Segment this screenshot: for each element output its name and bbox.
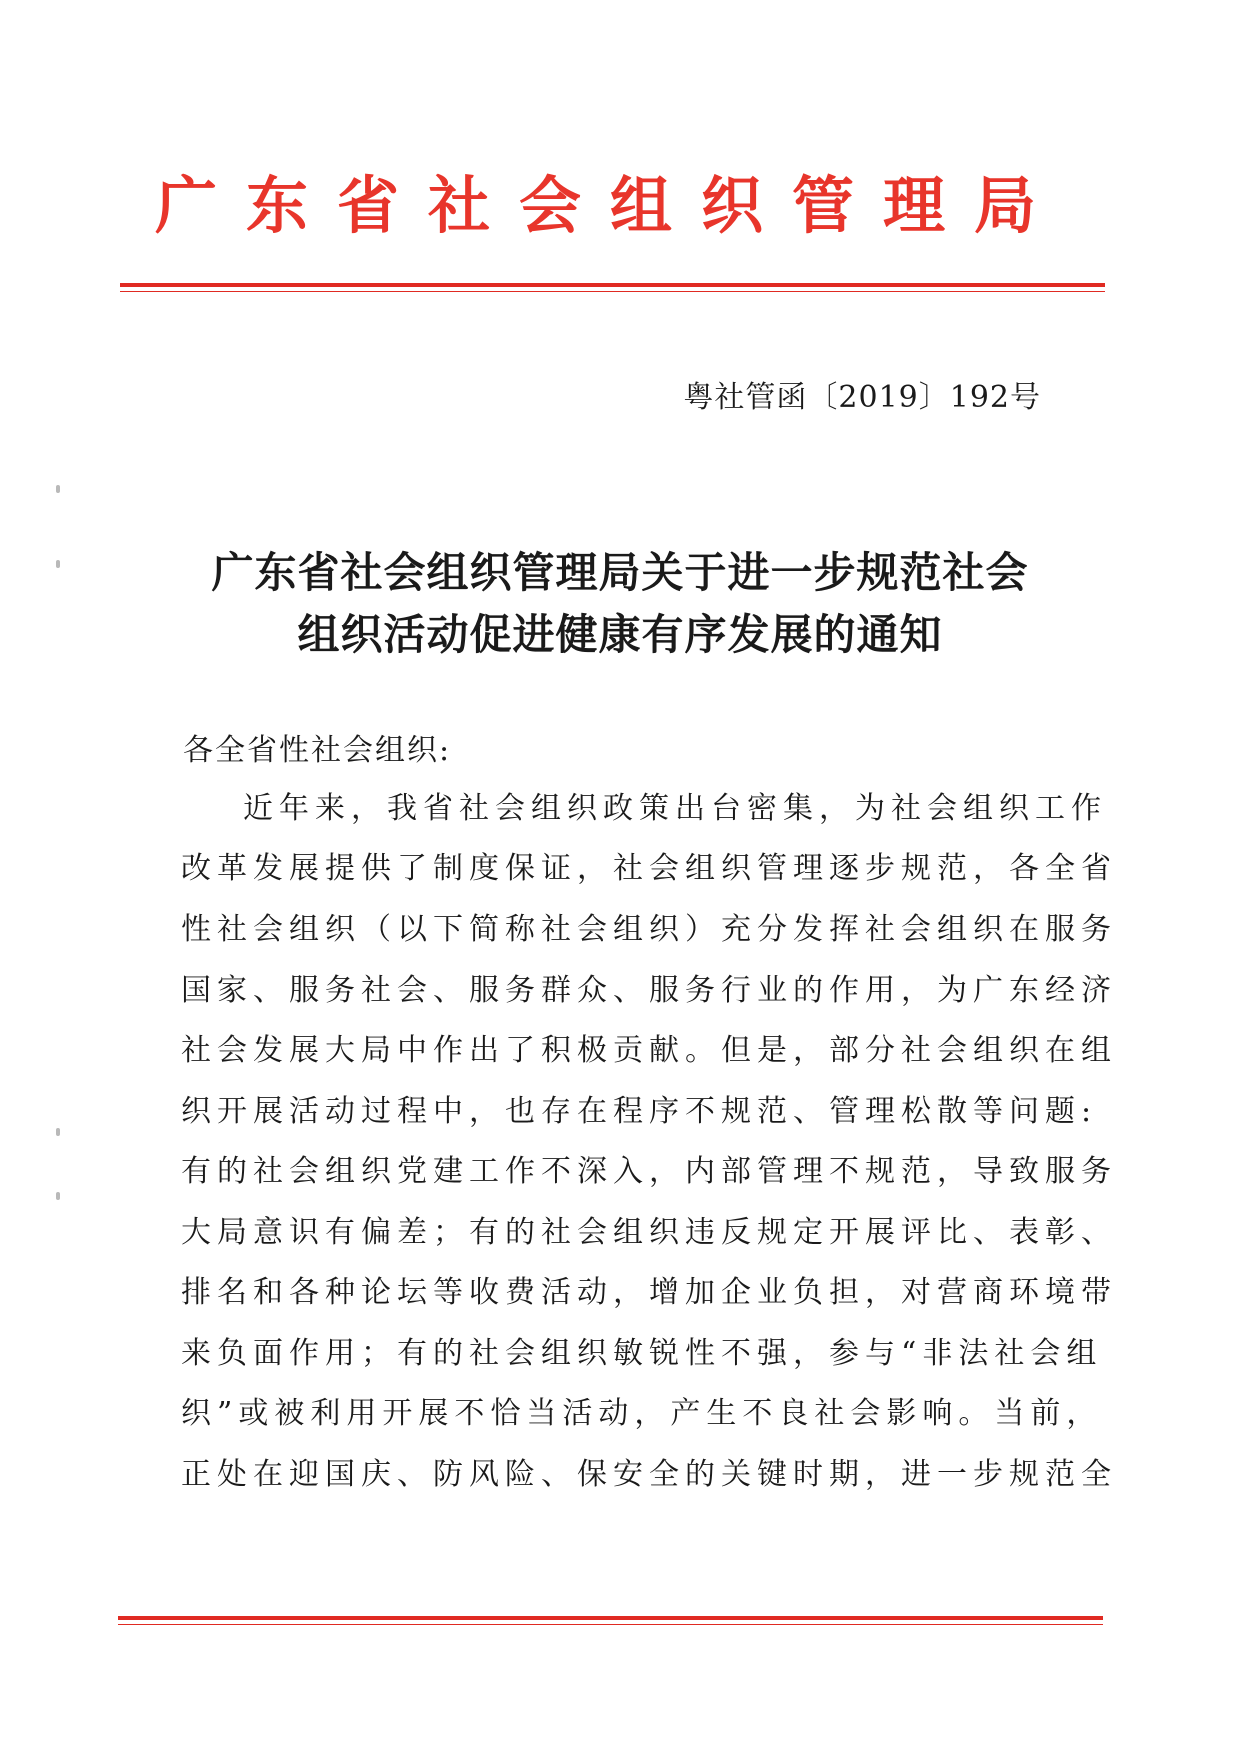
document-title-line-1: 广东省社会组织管理局关于进一步规范社会 xyxy=(211,548,1029,597)
body-line: 社会发展大局中作出了积极贡献。但是，部分社会组织在组 xyxy=(181,1033,1117,1068)
binding-hole-mark xyxy=(56,485,60,493)
body-line: 织”或被利用开展不恰当活动，产生不良社会影响。当前， xyxy=(181,1396,1103,1431)
body-line: 近年来，我省社会组织政策出台密集，为社会组织工作 xyxy=(243,791,1107,826)
masthead-title: 广东省社会组织管理局 xyxy=(154,169,1065,242)
body-line: 性社会组织（以下简称社会组织）充分发挥社会组织在服务 xyxy=(181,912,1117,947)
body-line: 正处在迎国庆、防风险、保安全的关键时期，进一步规范全 xyxy=(181,1457,1117,1492)
binding-hole-mark xyxy=(56,1192,60,1200)
document-title-line-2: 组织活动促进健康有序发展的通知 xyxy=(297,610,943,659)
masthead-red-rule xyxy=(120,283,1105,287)
footer-red-rule xyxy=(118,1616,1103,1620)
body-line: 国家、服务社会、服务群众、服务行业的作用，为广东经济 xyxy=(181,973,1117,1008)
binding-hole-mark xyxy=(56,1128,60,1136)
body-line: 有的社会组织党建工作不深入，内部管理不规范，导致服务 xyxy=(181,1154,1117,1189)
document-number: 粤社管函〔2019〕192号 xyxy=(683,380,1041,415)
body-line: 织开展活动过程中，也存在程序不规范、管理松散等问题: xyxy=(181,1094,1098,1129)
salutation: 各全省性社会组织: xyxy=(183,733,452,768)
body-line: 排名和各种论坛等收费活动，增加企业负担，对营商环境带 xyxy=(181,1275,1117,1310)
body-line: 大局意识有偏差；有的社会组织违反规定开展评比、表彰、 xyxy=(181,1215,1117,1250)
body-line: 改革发展提供了制度保证，社会组织管理逐步规范，各全省 xyxy=(181,851,1117,886)
body-line: 来负面作用；有的社会组织敏锐性不强，参与“非法社会组 xyxy=(181,1336,1103,1371)
binding-hole-mark xyxy=(56,560,60,568)
